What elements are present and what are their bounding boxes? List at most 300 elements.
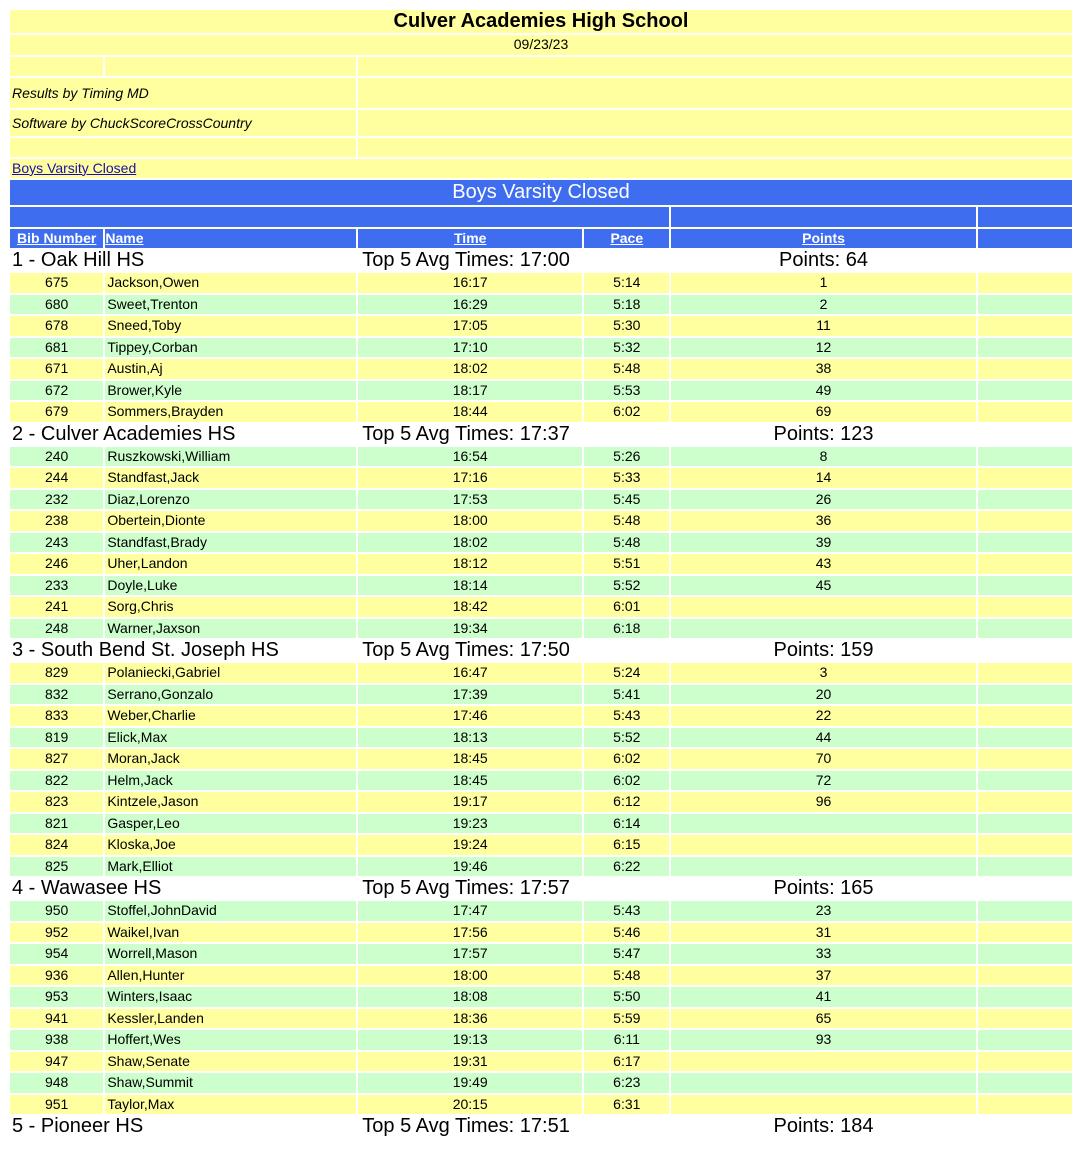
team-name: 4 - Wawasee HS [10, 878, 356, 899]
runner-name: Tippey,Corban [105, 338, 356, 358]
blank-cell [978, 663, 1072, 683]
blank-cell [978, 447, 1072, 467]
runner-time: 17:56 [358, 923, 582, 943]
runner-bib: 246 [10, 554, 103, 574]
team-avg-time: Top 5 Avg Times: 17:50 [358, 640, 669, 661]
runner-name: Doyle,Luke [105, 576, 356, 596]
blank-cell [978, 359, 1072, 379]
runner-time: 17:10 [358, 338, 582, 358]
blank-cell [978, 295, 1072, 315]
runner-name: Diaz,Lorenzo [105, 490, 356, 510]
runner-name: Elick,Max [105, 728, 356, 748]
blank-cell [978, 792, 1072, 812]
runner-pace: 6:12 [584, 792, 669, 812]
team-avg-time: Top 5 Avg Times: 17:00 [358, 250, 669, 271]
runner-pace: 5:46 [584, 923, 669, 943]
runner-time: 18:08 [358, 987, 582, 1007]
blank-cell [978, 835, 1072, 855]
runner-row [10, 511, 1072, 531]
runner-pace: 6:18 [584, 619, 669, 639]
runner-pace: 6:31 [584, 1095, 669, 1115]
team-avg-time: Top 5 Avg Times: 17:57 [358, 878, 669, 899]
runner-pace: 5:14 [584, 273, 669, 293]
runner-bib: 244 [10, 468, 103, 488]
runner-points: 3 [671, 663, 975, 683]
runner-bib: 672 [10, 381, 103, 401]
team-header-row [10, 640, 1072, 661]
runner-points: 20 [671, 685, 975, 705]
runner-points [671, 1052, 975, 1072]
runner-row [10, 554, 1072, 574]
runner-row [10, 685, 1072, 705]
runner-bib: 822 [10, 771, 103, 791]
runner-bib: 671 [10, 359, 103, 379]
blank-header-cell [671, 207, 975, 227]
runner-name: Allen,Hunter [105, 966, 356, 986]
runner-name: Serrano,Gonzalo [105, 685, 356, 705]
runner-points: 31 [671, 923, 975, 943]
team-name: 1 - Oak Hill HS [10, 250, 356, 271]
runner-row [10, 490, 1072, 510]
runner-name: Obertein,Dionte [105, 511, 356, 531]
runner-time: 20:15 [358, 1095, 582, 1115]
sort-time-link[interactable]: Time [454, 229, 487, 246]
runner-bib: 829 [10, 663, 103, 683]
runner-name: Austin,Aj [105, 359, 356, 379]
blank-cell [978, 966, 1072, 986]
runner-pace: 5:43 [584, 901, 669, 921]
runner-bib: 823 [10, 792, 103, 812]
sort-points-link[interactable]: Points [802, 229, 845, 246]
runner-bib: 238 [10, 511, 103, 531]
runner-name: Sorg,Chris [105, 597, 356, 617]
runner-time: 19:34 [358, 619, 582, 639]
runner-pace: 5:48 [584, 533, 669, 553]
blank-cell [978, 424, 1072, 445]
runner-points: 39 [671, 533, 975, 553]
runner-pace: 6:17 [584, 1052, 669, 1072]
runner-points: 49 [671, 381, 975, 401]
runner-row [10, 533, 1072, 553]
runner-bib: 950 [10, 901, 103, 921]
runner-bib: 825 [10, 857, 103, 877]
runner-points [671, 1095, 975, 1115]
runner-pace: 5:48 [584, 359, 669, 379]
runner-name: Kloska,Joe [105, 835, 356, 855]
column-blank [978, 229, 1072, 249]
blank-cell [978, 1052, 1072, 1072]
team-header-row [10, 424, 1072, 445]
runner-time: 19:13 [358, 1030, 582, 1050]
blank-cell [978, 878, 1072, 899]
runner-pace: 5:32 [584, 338, 669, 358]
runner-name: Winters,Isaac [105, 987, 356, 1007]
runner-name: Kessler,Landen [105, 1009, 356, 1029]
runner-time: 17:57 [358, 944, 582, 964]
column-name [105, 229, 356, 249]
runner-points: 11 [671, 316, 975, 336]
team-points: Points: 123 [671, 424, 975, 445]
sort-pace-link[interactable]: Pace [610, 229, 644, 246]
runner-points [671, 814, 975, 834]
runner-row [10, 728, 1072, 748]
runner-row [10, 359, 1072, 379]
runner-time: 18:45 [358, 749, 582, 769]
blank-cell [358, 78, 1072, 108]
runner-pace: 5:24 [584, 663, 669, 683]
runner-time: 19:46 [358, 857, 582, 877]
runner-name: Mark,Elliot [105, 857, 356, 877]
blank-cell [978, 1009, 1072, 1029]
runner-row [10, 316, 1072, 336]
blank-cell [978, 381, 1072, 401]
runner-pace: 6:11 [584, 1030, 669, 1050]
runner-row [10, 619, 1072, 639]
runner-points: 22 [671, 706, 975, 726]
runner-bib: 947 [10, 1052, 103, 1072]
blank-header-cell [10, 207, 669, 227]
runner-row [10, 402, 1072, 422]
runner-time: 17:46 [358, 706, 582, 726]
runner-time: 17:16 [358, 468, 582, 488]
blank-cell [978, 490, 1072, 510]
runner-row [10, 576, 1072, 596]
blank-header-cell [978, 207, 1072, 227]
runner-pace: 5:47 [584, 944, 669, 964]
runner-points: 38 [671, 359, 975, 379]
runner-name: Uher,Landon [105, 554, 356, 574]
sort-bib-link[interactable]: Bib Number [17, 229, 97, 246]
blank-cell [978, 728, 1072, 748]
runner-points: 33 [671, 944, 975, 964]
blank-cell [978, 597, 1072, 617]
runner-time: 17:05 [358, 316, 582, 336]
blank-cell [978, 576, 1072, 596]
blank-cell [358, 110, 1072, 136]
runner-points [671, 1073, 975, 1093]
race-link[interactable]: Boys Varsity Closed [12, 159, 137, 176]
runner-time: 19:17 [358, 792, 582, 812]
runner-name: Sweet,Trenton [105, 295, 356, 315]
runner-points: 37 [671, 966, 975, 986]
runner-bib: 941 [10, 1009, 103, 1029]
runner-bib: 819 [10, 728, 103, 748]
team-avg-time: Top 5 Avg Times: 17:51 [358, 1116, 669, 1137]
runner-time: 18:02 [358, 359, 582, 379]
runner-time: 18:42 [358, 597, 582, 617]
runner-time: 17:53 [358, 490, 582, 510]
runner-row [10, 273, 1072, 293]
runner-points [671, 857, 975, 877]
team-points: Points: 165 [671, 878, 975, 899]
runner-name: Warner,Jaxson [105, 619, 356, 639]
results-body [10, 250, 1072, 1137]
runner-time: 16:17 [358, 273, 582, 293]
blank-cell [978, 749, 1072, 769]
runner-time: 19:49 [358, 1073, 582, 1093]
runner-pace: 6:23 [584, 1073, 669, 1093]
blank-cell [978, 619, 1072, 639]
runner-points: 69 [671, 402, 975, 422]
runner-bib: 832 [10, 685, 103, 705]
runner-row [10, 706, 1072, 726]
runner-time: 18:44 [358, 402, 582, 422]
runner-row [10, 792, 1072, 812]
runner-row [10, 966, 1072, 986]
runner-name: Sommers,Brayden [105, 402, 356, 422]
meet-title: Culver Academies High School [10, 10, 1072, 33]
runner-row [10, 295, 1072, 315]
runner-points [671, 597, 975, 617]
blank-cell [978, 511, 1072, 531]
runner-points [671, 619, 975, 639]
runner-row [10, 663, 1072, 683]
blank-cell [978, 316, 1072, 336]
runner-points: 26 [671, 490, 975, 510]
blank-cell [978, 857, 1072, 877]
runner-bib: 681 [10, 338, 103, 358]
runner-name: Brower,Kyle [105, 381, 356, 401]
runner-points: 1 [671, 273, 975, 293]
runner-time: 16:54 [358, 447, 582, 467]
runner-bib: 936 [10, 966, 103, 986]
runner-time: 18:45 [358, 771, 582, 791]
blank-cell [978, 250, 1072, 271]
runner-row [10, 901, 1072, 921]
runner-pace: 5:30 [584, 316, 669, 336]
runner-row [10, 338, 1072, 358]
column-pace [584, 229, 669, 249]
team-points: Points: 64 [671, 250, 975, 271]
runner-pace: 5:41 [584, 685, 669, 705]
blank-cell [978, 533, 1072, 553]
runner-row [10, 381, 1072, 401]
runner-name: Hoffert,Wes [105, 1030, 356, 1050]
runner-time: 19:23 [358, 814, 582, 834]
blank-cell [358, 57, 1072, 76]
column-points [671, 229, 975, 249]
runner-name: Shaw,Senate [105, 1052, 356, 1072]
blank-cell [978, 1073, 1072, 1093]
team-avg-time: Top 5 Avg Times: 17:37 [358, 424, 669, 445]
team-points: Points: 159 [671, 640, 975, 661]
runner-pace: 5:50 [584, 987, 669, 1007]
runner-points [671, 835, 975, 855]
runner-pace: 5:48 [584, 511, 669, 531]
runner-bib: 953 [10, 987, 103, 1007]
runner-row [10, 814, 1072, 834]
blank-cell [978, 338, 1072, 358]
runner-name: Taylor,Max [105, 1095, 356, 1115]
blank-cell [978, 771, 1072, 791]
runner-time: 16:29 [358, 295, 582, 315]
race-link-cell [10, 159, 1072, 179]
runner-points: 93 [671, 1030, 975, 1050]
runner-pace: 5:26 [584, 447, 669, 467]
runner-points: 2 [671, 295, 975, 315]
blank-cell [978, 640, 1072, 661]
sort-name-link[interactable]: Name [105, 229, 144, 246]
runner-time: 18:14 [358, 576, 582, 596]
runner-time: 17:39 [358, 685, 582, 705]
runner-pace: 6:15 [584, 835, 669, 855]
runner-time: 18:00 [358, 966, 582, 986]
timing-credit: Results by Timing MD [10, 78, 356, 108]
runner-row [10, 597, 1072, 617]
blank-cell [978, 685, 1072, 705]
runner-time: 16:47 [358, 663, 582, 683]
runner-name: Polaniecki,Gabriel [105, 663, 356, 683]
runner-pace: 5:52 [584, 728, 669, 748]
blank-cell [978, 1030, 1072, 1050]
runner-pace: 5:45 [584, 490, 669, 510]
runner-bib: 824 [10, 835, 103, 855]
team-name: 5 - Pioneer HS [10, 1116, 356, 1137]
runner-time: 18:12 [358, 554, 582, 574]
runner-row [10, 944, 1072, 964]
runner-bib: 680 [10, 295, 103, 315]
runner-points: 23 [671, 901, 975, 921]
blank-cell [978, 1116, 1072, 1137]
runner-name: Waikel,Ivan [105, 923, 356, 943]
runner-bib: 821 [10, 814, 103, 834]
runner-pace: 5:52 [584, 576, 669, 596]
runner-row [10, 1030, 1072, 1050]
blank-cell [978, 944, 1072, 964]
blank-cell [978, 901, 1072, 921]
runner-time: 17:47 [358, 901, 582, 921]
runner-pace: 5:43 [584, 706, 669, 726]
runner-pace: 6:22 [584, 857, 669, 877]
runner-bib: 948 [10, 1073, 103, 1093]
runner-pace: 5:18 [584, 295, 669, 315]
runner-pace: 5:53 [584, 381, 669, 401]
runner-name: Worrell,Mason [105, 944, 356, 964]
runner-bib: 248 [10, 619, 103, 639]
runner-time: 19:24 [358, 835, 582, 855]
runner-row [10, 987, 1072, 1007]
team-header-row [10, 878, 1072, 899]
race-title: Boys Varsity Closed [10, 180, 1072, 205]
runner-name: Standfast,Brady [105, 533, 356, 553]
runner-points: 14 [671, 468, 975, 488]
runner-bib: 240 [10, 447, 103, 467]
blank-cell [10, 138, 356, 157]
runner-name: Kintzele,Jason [105, 792, 356, 812]
runner-points: 70 [671, 749, 975, 769]
team-name: 2 - Culver Academies HS [10, 424, 356, 445]
runner-row [10, 1052, 1072, 1072]
runner-name: Stoffel,JohnDavid [105, 901, 356, 921]
runner-bib: 678 [10, 316, 103, 336]
runner-points: 45 [671, 576, 975, 596]
runner-points: 8 [671, 447, 975, 467]
blank-cell [978, 554, 1072, 574]
runner-bib: 938 [10, 1030, 103, 1050]
runner-pace: 6:14 [584, 814, 669, 834]
meet-date: 09/23/23 [10, 35, 1072, 55]
runner-time: 18:13 [358, 728, 582, 748]
runner-row [10, 447, 1072, 467]
column-bib [10, 229, 103, 249]
blank-cell [978, 987, 1072, 1007]
blank-cell [978, 1095, 1072, 1115]
runner-points: 44 [671, 728, 975, 748]
runner-pace: 5:51 [584, 554, 669, 574]
team-header-row [10, 250, 1072, 271]
runner-row [10, 771, 1072, 791]
runner-points: 41 [671, 987, 975, 1007]
runner-name: Shaw,Summit [105, 1073, 356, 1093]
blank-cell [978, 273, 1072, 293]
runner-name: Helm,Jack [105, 771, 356, 791]
team-name: 3 - South Bend St. Joseph HS [10, 640, 356, 661]
runner-name: Moran,Jack [105, 749, 356, 769]
runner-pace: 5:59 [584, 1009, 669, 1029]
runner-row [10, 1073, 1072, 1093]
runner-bib: 675 [10, 273, 103, 293]
software-credit: Software by ChuckScoreCrossCountry [10, 110, 356, 136]
runner-name: Weber,Charlie [105, 706, 356, 726]
runner-pace: 6:02 [584, 771, 669, 791]
runner-row [10, 835, 1072, 855]
runner-row [10, 923, 1072, 943]
runner-bib: 232 [10, 490, 103, 510]
runner-row [10, 749, 1072, 769]
blank-cell [105, 57, 356, 76]
meet-header-table [8, 8, 1074, 1139]
blank-cell [978, 814, 1072, 834]
runner-row [10, 1095, 1072, 1115]
runner-row [10, 857, 1072, 877]
runner-bib: 233 [10, 576, 103, 596]
runner-time: 19:31 [358, 1052, 582, 1072]
runner-bib: 827 [10, 749, 103, 769]
column-time [358, 229, 582, 249]
runner-pace: 6:02 [584, 749, 669, 769]
runner-pace: 6:01 [584, 597, 669, 617]
runner-name: Jackson,Owen [105, 273, 356, 293]
runner-bib: 243 [10, 533, 103, 553]
runner-bib: 951 [10, 1095, 103, 1115]
runner-bib: 954 [10, 944, 103, 964]
runner-name: Sneed,Toby [105, 316, 356, 336]
team-header-row [10, 1116, 1072, 1137]
runner-time: 18:36 [358, 1009, 582, 1029]
runner-bib: 241 [10, 597, 103, 617]
runner-name: Gasper,Leo [105, 814, 356, 834]
team-points: Points: 184 [671, 1116, 975, 1137]
runner-bib: 679 [10, 402, 103, 422]
runner-pace: 5:33 [584, 468, 669, 488]
column-header-row [10, 229, 1072, 249]
runner-pace: 6:02 [584, 402, 669, 422]
blank-cell [10, 57, 103, 76]
runner-time: 18:02 [358, 533, 582, 553]
runner-time: 18:17 [358, 381, 582, 401]
runner-points: 96 [671, 792, 975, 812]
blank-cell [978, 468, 1072, 488]
blank-cell [978, 706, 1072, 726]
runner-points: 12 [671, 338, 975, 358]
runner-row [10, 1009, 1072, 1029]
runner-pace: 5:48 [584, 966, 669, 986]
runner-name: Ruszkowski,William [105, 447, 356, 467]
runner-points: 65 [671, 1009, 975, 1029]
blank-cell [358, 138, 1072, 157]
runner-points: 43 [671, 554, 975, 574]
runner-time: 18:00 [358, 511, 582, 531]
